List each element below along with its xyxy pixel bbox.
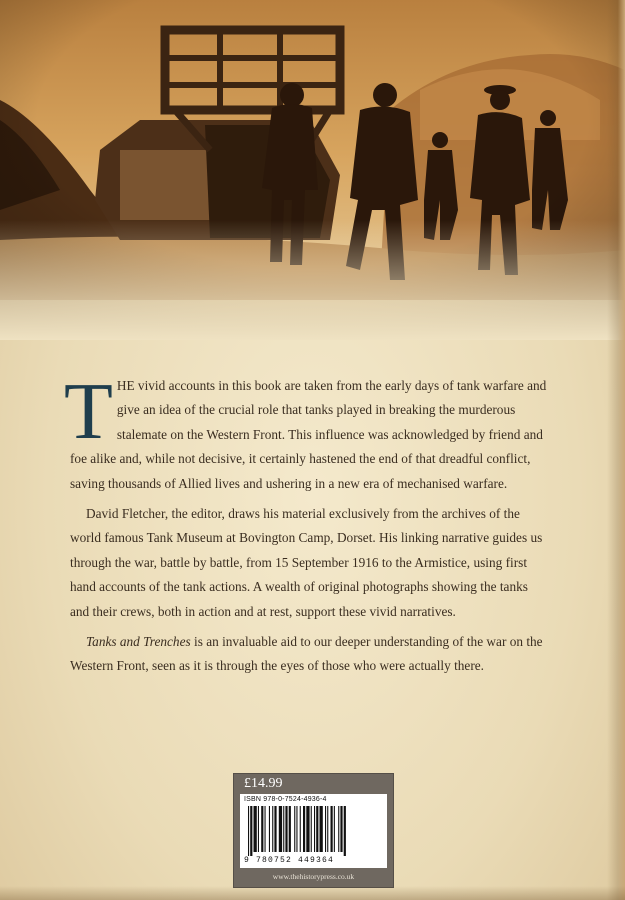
barcode-bar bbox=[300, 806, 301, 852]
barcode-bar bbox=[283, 806, 284, 852]
cover-bottom-shadow bbox=[0, 886, 625, 900]
barcode-bars bbox=[248, 806, 380, 856]
barcode-bar bbox=[272, 806, 273, 852]
barcode-bar bbox=[250, 806, 252, 856]
barcode-bar bbox=[258, 806, 259, 852]
barcode-bar bbox=[344, 806, 346, 856]
isbn-text: ISBN 978-0-7524-4936-4 bbox=[244, 796, 327, 803]
publisher-website: www.thehistorypress.co.uk bbox=[272, 872, 355, 881]
barcode-bar bbox=[289, 806, 291, 852]
barcode-bar bbox=[311, 806, 312, 852]
blurb-text bbox=[64, 368, 548, 685]
barcode-bar bbox=[314, 806, 315, 852]
book-title-italic: Tanks and Trenches bbox=[86, 634, 191, 650]
barcode-bar bbox=[296, 806, 297, 852]
blurb-paragraph-2: David Fletcher, the editor, draws his material exclusively from the archives of the world famous Tank Museum at Bovington Camp, Dorset. His linking narrative guides us through the war, battle by battle, from 15 September 1916 to the Armistice, using first hand accounts of the tank actions. A wealth of original photographs showing the tanks and their crews, both in action and at rest, support these vivid narratives. bbox=[70, 506, 543, 619]
barcode-bar bbox=[248, 806, 249, 856]
barcode-bar bbox=[269, 806, 270, 852]
barcode-bar bbox=[306, 806, 309, 852]
cover-edge-shadow bbox=[607, 0, 625, 900]
barcode-bar bbox=[340, 806, 342, 852]
blurb-paragraph-1-text: HE vivid accounts in this book are taken from the early days of tank warfare and give an idea of the crucial role that tanks played in breaking the murderous stalemate on the Western Front. This influence was acknowledged by friend and foe alike and, while not decisive, it certainly hastened the end of that dreadful conflict, saving thousands of Allied lives and ushering in a new era of mechanised warfare. bbox=[70, 378, 547, 491]
barcode-bar bbox=[285, 806, 287, 852]
barcode-bar bbox=[338, 806, 339, 852]
barcode-bar bbox=[320, 806, 323, 852]
barcode-bar bbox=[316, 806, 318, 852]
cover-photo-tank-and-soldiers bbox=[0, 0, 625, 340]
barcode-bar bbox=[274, 806, 276, 852]
barcode-bar bbox=[254, 806, 257, 852]
barcode-bar bbox=[265, 806, 266, 852]
barcode-bar bbox=[327, 806, 328, 852]
barcode-bar bbox=[334, 806, 335, 852]
isbn-digits: 9 780752 449364 bbox=[244, 856, 335, 865]
barcode-bar bbox=[294, 806, 295, 852]
barcode-bar bbox=[279, 806, 282, 852]
barcode-bar bbox=[331, 806, 333, 852]
blurb-paragraph-1 bbox=[64, 368, 548, 496]
price-label: £14.99 bbox=[244, 776, 283, 791]
barcode-bar bbox=[261, 806, 263, 852]
drop-cap: T bbox=[64, 368, 113, 456]
blurb-paragraph-3 bbox=[70, 630, 548, 679]
barcode-bar bbox=[325, 806, 326, 852]
blurb-paragraph-3-text: is an invaluable aid to our deeper understanding of the war on the Western Front, seen as it is through the eyes of those who were actually there. bbox=[70, 634, 543, 674]
barcode-bar bbox=[303, 806, 305, 852]
isbn-barcode-area bbox=[240, 794, 387, 868]
barcode-panel bbox=[233, 773, 394, 888]
